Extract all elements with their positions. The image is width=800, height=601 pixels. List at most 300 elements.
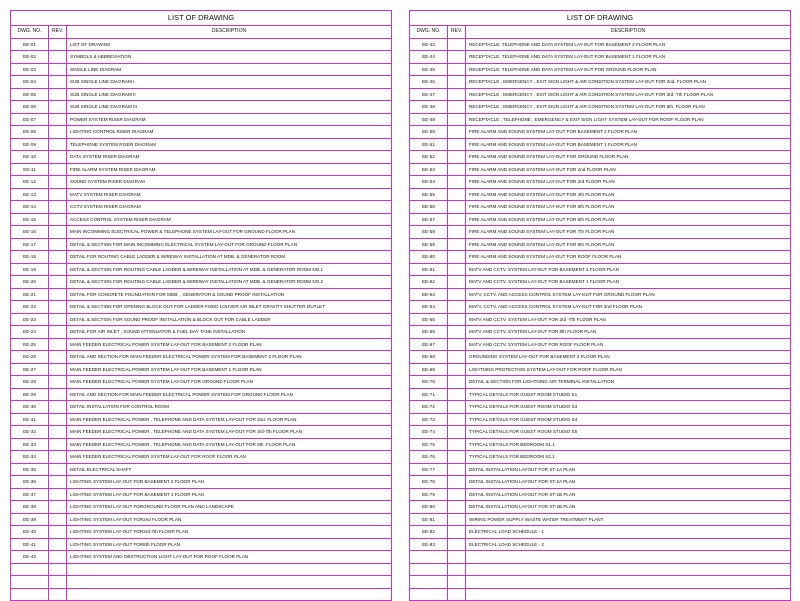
dwg-no-cell	[11, 563, 49, 576]
description-cell: DETAIL INSTALLATION LAYOUT FOR ST-2A PLAN	[466, 476, 791, 489]
description-cell: FIRE ALARM AND SOUND SYSTEM LAY-OUT FOR BASEMENT 2 FLOOR PLAN	[466, 126, 791, 139]
rev-cell	[49, 213, 67, 226]
rev-cell	[448, 401, 466, 414]
dwg-no-cell: EE-63	[410, 288, 448, 301]
rev-cell	[49, 88, 67, 101]
dwg-no-cell: EE-52	[410, 151, 448, 164]
rev-cell	[49, 401, 67, 414]
dwg-no-cell: EE-37	[11, 488, 49, 501]
rev-cell	[448, 526, 466, 539]
dwg-no-cell: EE-22	[11, 301, 49, 314]
table-row	[410, 163, 791, 176]
dwg-no-cell: EE-78	[410, 476, 448, 489]
description-cell: MATV AND CCTV. SYSTEM LAY-OUT FOR 3rd -7th FLOOR PLAN	[466, 313, 791, 326]
description-cell: SUB SINGLE LINE DIAGRAM III	[67, 101, 392, 114]
description-cell	[466, 551, 791, 564]
dwg-no-cell: EE-08	[11, 126, 49, 139]
rev-cell	[448, 576, 466, 589]
table-row	[410, 238, 791, 251]
rev-cell	[49, 226, 67, 239]
dwg-no-cell: EE-29	[11, 388, 49, 401]
description-cell: DETAIL & SECTION FOR MAIN INCOMMING ELECTRICAL SYSTEM LAY-OUT FOR GROUND FLOOR PLAN	[67, 238, 392, 251]
description-cell: SYMBOLS & ABBREVIATION	[67, 51, 392, 64]
rev-cell	[49, 376, 67, 389]
dwg-no-cell: EE-05	[11, 88, 49, 101]
rev-cell	[49, 126, 67, 139]
rev-cell	[49, 276, 67, 289]
description-cell: DETAIL ELECTRICAL SHAFT	[67, 463, 392, 476]
description-cell: SUB SINGLE LINE DIAGRAM I	[67, 76, 392, 89]
table-row	[11, 88, 392, 101]
dwg-no-cell: EE-02	[11, 51, 49, 64]
rev-cell	[49, 263, 67, 276]
description-cell	[67, 588, 392, 601]
table-row	[11, 451, 392, 464]
dwg-no-cell: EE-64	[410, 301, 448, 314]
rev-cell	[49, 63, 67, 76]
dwg-no-cell: EE-24	[11, 326, 49, 339]
rev-cell	[448, 188, 466, 201]
rev-cell	[49, 113, 67, 126]
dwg-no-cell	[410, 576, 448, 589]
description-cell: LIGHTING SYSTEM LAY-OUT FOR BASEMENT 1 FLOOR PLAN	[67, 488, 392, 501]
table-row	[410, 388, 791, 401]
description-cell	[67, 576, 392, 589]
description-cell: DETAIL & SECTION FOR OPENING BLOCK OUT FOR LADDER FIXED LOUVER AIR INLET GRAVITY SHUTTER OUTLET	[67, 301, 392, 314]
description-cell: LIGHTING SYSTEM LAY-OUT FOR3rd-7th FLOOR PLAN	[67, 526, 392, 539]
rev-cell	[49, 288, 67, 301]
table-row	[410, 151, 791, 164]
drawing-list-left	[10, 10, 392, 601]
dwg-no-cell	[11, 588, 49, 601]
description-cell: MAIN FEEDER ELECTRICAL POWER , TELEPHONE AND DATA SYSTEM LAY-OUT FOR 2nd. FLOOR PLAN	[67, 413, 392, 426]
dwg-no-cell: EE-07	[11, 113, 49, 126]
dwg-no-cell: EE-42	[11, 551, 49, 564]
rev-cell	[49, 426, 67, 439]
table-row	[410, 526, 791, 539]
header-dwg-no: DWG. NO.	[410, 26, 448, 39]
table-row	[410, 451, 791, 464]
dwg-no-cell: EE-13	[11, 188, 49, 201]
description-cell: DETAIL FOR AIR INLET , SOUND ATTENUATOR & FUEL DAY TANK INSTALLATION	[67, 326, 392, 339]
description-cell: MATV AND CCTV. SYSTEM LAY-OUT FOR BASEMENT 2 FLOOR PLAN	[466, 263, 791, 276]
dwg-no-cell: EE-53	[410, 163, 448, 176]
drawing-rows-left	[11, 38, 392, 601]
rev-cell	[448, 201, 466, 214]
rev-cell	[448, 88, 466, 101]
description-cell: MAIN FEEDER ELECTRICAL POWER SYSTEM LAY-OUT FOR BASEMENT 1 FLOOR PLAN	[67, 363, 392, 376]
table-row	[410, 188, 791, 201]
dwg-no-cell: EE-65	[410, 313, 448, 326]
description-cell	[466, 588, 791, 601]
table-row	[11, 101, 392, 114]
description-cell: DETAIL & SECTION FOR ROUTING CABLE LADDER & WIREWAY INSTALLATION AT MDB. & GENERATOR ROOM NO.2	[67, 276, 392, 289]
dwg-no-cell: EE-33	[11, 438, 49, 451]
rev-cell	[448, 476, 466, 489]
rev-cell	[448, 38, 466, 51]
description-cell: WIRING POWER SUPPLY WASTE WATER TREATMENT PLANT	[466, 513, 791, 526]
table-row	[410, 501, 791, 514]
table-row	[410, 101, 791, 114]
table-row	[410, 51, 791, 64]
description-cell: LIGHTNING PROTECTION SYSTEM LAY-OUT FOR ROOF FLOOR PLAN	[466, 363, 791, 376]
description-cell: LIST OF DRAWING	[67, 38, 392, 51]
dwg-no-cell: EE-70	[410, 376, 448, 389]
table-row	[410, 63, 791, 76]
description-cell: TELEPHONE SYSTEM RISER DIAGRAM	[67, 138, 392, 151]
rev-cell	[448, 51, 466, 64]
rev-cell	[49, 326, 67, 339]
dwg-no-cell: EE-16	[11, 226, 49, 239]
table-row	[11, 126, 392, 139]
list-title: LIST OF DRAWING	[11, 11, 392, 26]
dwg-no-cell	[410, 588, 448, 601]
rev-cell	[49, 201, 67, 214]
rev-cell	[448, 451, 466, 464]
description-cell: FIRE ALARM AND SOUND SYSTEM LAY-OUT FOR 2nd FLOOR PLAN	[466, 163, 791, 176]
table-row	[410, 376, 791, 389]
dwg-no-cell	[410, 551, 448, 564]
dwg-no-cell: EE-66	[410, 326, 448, 339]
table-row	[11, 138, 392, 151]
description-cell: RECEPTACLE , TELEPHONE , EMERGENCY & EXIT SIGN LIGHT SYSTEM LAY-OUT FOR ROOF FLOOR PLAN	[466, 113, 791, 126]
rev-cell	[49, 188, 67, 201]
dwg-no-cell: EE-74	[410, 426, 448, 439]
rev-cell	[49, 38, 67, 51]
rev-cell	[49, 476, 67, 489]
table-row	[11, 388, 392, 401]
rev-cell	[49, 101, 67, 114]
description-cell: POWER SYSTEM RISER DIAGRAM	[67, 113, 392, 126]
header-dwg-no: DWG. NO.	[11, 26, 49, 39]
table-row	[11, 401, 392, 414]
dwg-no-cell: EE-75	[410, 438, 448, 451]
table-row	[410, 588, 791, 601]
description-cell: FIRE ALARM AND SOUND SYSTEM LAY-OUT FOR 7th FLOOR PLAN	[466, 226, 791, 239]
rev-cell	[49, 163, 67, 176]
dwg-no-cell: EE-68	[410, 351, 448, 364]
description-cell: MAIN FEEDER ELECTRICAL POWER , TELEPHONE AND DATA SYSTEM LAY-OUT FOR 8th. FLOOR PLAN	[67, 438, 392, 451]
description-cell: MAIN INCOMMING ELECTRICAL POWER & TELEPHONE SYSTEM LAY-OUT FOR GROUND FLOOR PLAN	[67, 226, 392, 239]
description-cell: RECEPTACLE, TELEPHONE AND DATA SYSTEM LAY-OUT FOR BASEMENT 2 FLOOR PLAN	[466, 38, 791, 51]
dwg-no-cell: EE-83	[410, 538, 448, 551]
table-row	[11, 38, 392, 51]
description-cell: TYPICAL DETAILS FOR GUEST ROOM STUDIO S5	[466, 426, 791, 439]
description-cell: DETAIL & SECTION FOR SOUND PROOF INSTALLATION & BLOCK OUT FOR CABLE LADDER	[67, 313, 392, 326]
dwg-no-cell: EE-10	[11, 151, 49, 164]
table-row	[11, 576, 392, 589]
table-row	[410, 326, 791, 339]
table-row	[410, 363, 791, 376]
rev-cell	[448, 176, 466, 189]
rev-cell	[448, 538, 466, 551]
description-cell: FIRE ALARM SYSTEM RISER DIAGRAM	[67, 163, 392, 176]
dwg-no-cell	[410, 563, 448, 576]
rev-cell	[448, 301, 466, 314]
rev-cell	[448, 76, 466, 89]
table-row	[410, 276, 791, 289]
dwg-no-cell: EE-50	[410, 126, 448, 139]
rev-cell	[49, 51, 67, 64]
description-cell: DETAIL AND SECTION FOR MAIN FEEDER ELECTRICAL POWER SYSTEM FOR BASEMENT 2 FLOOR PLAN	[67, 351, 392, 364]
rev-cell	[448, 63, 466, 76]
table-row	[11, 476, 392, 489]
dwg-no-cell: EE-43	[410, 38, 448, 51]
dwg-no-cell: EE-80	[410, 501, 448, 514]
description-cell: FIRE ALARM AND SOUND SYSTEM LAY-OUT FOR BASEMENT 1 FLOOR PLAN	[466, 138, 791, 151]
table-row	[11, 238, 392, 251]
dwg-no-cell: EE-67	[410, 338, 448, 351]
rev-cell	[448, 238, 466, 251]
dwg-no-cell: EE-79	[410, 488, 448, 501]
description-cell: DETAIL INSTALLATION LAYOUT FOR ST-1B PLAN	[466, 488, 791, 501]
dwg-no-cell: EE-61	[410, 263, 448, 276]
table-row	[410, 226, 791, 239]
dwg-no-cell: EE-28	[11, 376, 49, 389]
description-cell: DETAIL & SECTION FOR LIGHTNING AIR TERMINAL INSTALLATION	[466, 376, 791, 389]
description-cell: LIGHTING SYSTEM LAY-OUT FOR2nd FLOOR PLAN	[67, 513, 392, 526]
header-description: DESCRIPTION	[67, 26, 392, 39]
drawing-table-right	[409, 10, 791, 601]
dwg-no-cell: EE-69	[410, 363, 448, 376]
table-row	[410, 413, 791, 426]
dwg-no-cell: EE-17	[11, 238, 49, 251]
table-row	[410, 476, 791, 489]
dwg-no-cell: EE-14	[11, 201, 49, 214]
dwg-no-cell: EE-21	[11, 288, 49, 301]
dwg-no-cell: EE-55	[410, 188, 448, 201]
rev-cell	[448, 276, 466, 289]
rev-cell	[448, 426, 466, 439]
table-row	[11, 313, 392, 326]
description-cell: DETAIL FOR CONCRETE FOUNDATION FOR MDB. , GENERATOR & SOUND PROOF INSTALLATION	[67, 288, 392, 301]
rev-cell	[448, 226, 466, 239]
description-cell: FIRE ALARM AND SOUND SYSTEM LAY-OUT FOR ROOF FLOOR PLAN	[466, 251, 791, 264]
table-row	[11, 113, 392, 126]
dwg-no-cell: EE-04	[11, 76, 49, 89]
dwg-no-cell: EE-26	[11, 351, 49, 364]
rev-cell	[448, 326, 466, 339]
table-row	[410, 113, 791, 126]
dwg-no-cell: EE-73	[410, 413, 448, 426]
dwg-no-cell: EE-36	[11, 476, 49, 489]
list-title: LIST OF DRAWING	[410, 11, 791, 26]
description-cell: LIGHTING SYSTEM LAY-OUT FORGROUND FLOOR PLAN AND LANDSCAPE	[67, 501, 392, 514]
description-cell	[67, 563, 392, 576]
table-row	[11, 413, 392, 426]
description-cell: ELECTRICAL LOAD SCHEDULE - 2	[466, 538, 791, 551]
dwg-no-cell: EE-01	[11, 38, 49, 51]
table-row	[11, 563, 392, 576]
description-cell: RECEPTACLE, TELEPHONE AND DATA SYSTEM LAY-OUT FOR GROUND FLOOR PLAN	[466, 63, 791, 76]
rev-cell	[448, 488, 466, 501]
dwg-no-cell: EE-25	[11, 338, 49, 351]
dwg-no-cell: EE-45	[410, 63, 448, 76]
description-cell: TYPICAL DETAILS FOR GUEST ROOM STUDIO S1	[466, 388, 791, 401]
dwg-no-cell: EE-57	[410, 213, 448, 226]
dwg-no-cell: EE-23	[11, 313, 49, 326]
rev-cell	[49, 526, 67, 539]
rev-cell	[448, 313, 466, 326]
table-row	[11, 551, 392, 564]
table-row	[410, 426, 791, 439]
rev-cell	[49, 576, 67, 589]
rev-cell	[49, 301, 67, 314]
dwg-no-cell: EE-54	[410, 176, 448, 189]
dwg-no-cell: EE-09	[11, 138, 49, 151]
description-cell: TYPICAL DETAILS FOR BEDROOM S2.1	[466, 451, 791, 464]
table-row	[410, 313, 791, 326]
rev-cell	[448, 163, 466, 176]
description-cell: LIGHTING SYSTEM LAY-OUT FOR BASEMENT 2 FLOOR PLAN	[67, 476, 392, 489]
rev-cell	[448, 338, 466, 351]
table-row	[11, 51, 392, 64]
dwg-no-cell: EE-39	[11, 513, 49, 526]
table-row	[410, 251, 791, 264]
table-row	[410, 488, 791, 501]
description-cell: ELECTRICAL LOAD SCHEDULE - 1	[466, 526, 791, 539]
description-cell: FIRE ALARM AND SOUND SYSTEM LAY-OUT FOR 8th FLOOR PLAN	[466, 238, 791, 251]
header-rev: REV.	[49, 26, 67, 39]
description-cell: FIRE ALARM AND SOUND SYSTEM LAY-OUT FOR GROUND FLOOR PLAN	[466, 151, 791, 164]
dwg-no-cell: EE-32	[11, 426, 49, 439]
description-cell: LIGHTING SYSTEM LAY-OUT FOR8th FLOOR PLAN	[67, 538, 392, 551]
dwg-no-cell: EE-12	[11, 176, 49, 189]
description-cell: DETAIL INSTALLATION LAYOUT FOR ST-1A PLAN	[466, 463, 791, 476]
table-row	[11, 263, 392, 276]
dwg-no-cell: EE-62	[410, 276, 448, 289]
rev-cell	[49, 338, 67, 351]
dwg-no-cell: EE-38	[11, 501, 49, 514]
rev-cell	[49, 513, 67, 526]
description-cell: TYPICAL DETAILS FOR GUEST ROOM STUDIO S3	[466, 401, 791, 414]
rev-cell	[49, 538, 67, 551]
header-rev: REV.	[448, 26, 466, 39]
rev-cell	[448, 551, 466, 564]
table-row	[410, 351, 791, 364]
dwg-no-cell: EE-76	[410, 451, 448, 464]
table-row	[11, 463, 392, 476]
rev-cell	[49, 313, 67, 326]
table-row	[11, 251, 392, 264]
dwg-no-cell: EE-72	[410, 401, 448, 414]
description-cell: DETAIL INSTALLATION FOR CONTROL ROOM	[67, 401, 392, 414]
table-row	[11, 288, 392, 301]
description-cell: TYPICAL DETAILS FOR BEDROOM S1.1	[466, 438, 791, 451]
rev-cell	[49, 363, 67, 376]
dwg-no-cell: EE-35	[11, 463, 49, 476]
description-cell: MAIN FEEDER ELECTRICAL POWER , TELEPHONE AND DATA SYSTEM LAY-OUT FOR 3rd-7th FLOOR PLAN	[67, 426, 392, 439]
table-row	[11, 363, 392, 376]
table-row	[11, 301, 392, 314]
description-cell: FIRE ALARM AND SOUND SYSTEM LAY-OUT FOR 3rd FLOOR PLAN	[466, 176, 791, 189]
description-cell: LIGHTING CONTROL RISER DIAGRAM	[67, 126, 392, 139]
table-row	[11, 538, 392, 551]
description-cell: MAIN FEEDER ELECTRICAL POWER SYSTEM LAY-OUT FOR ROOF FLOOR PLAN	[67, 451, 392, 464]
description-cell: MATV AND CCTV. SYSTEM LAY-OUT FOR BASEMENT 1 FLOOR PLAN	[466, 276, 791, 289]
table-row	[410, 201, 791, 214]
dwg-no-cell: EE-81	[410, 513, 448, 526]
rev-cell	[49, 488, 67, 501]
rev-cell	[448, 438, 466, 451]
table-row	[410, 38, 791, 51]
description-cell: RECEPTACLE , EMERGENCY , EXIT SIGN LIGHT & AIR CONDITION SYSTEM LAY-OUT FOR 8th. FLOOR PLAN	[466, 101, 791, 114]
description-cell: CCTV SYSTEM RISER DIAGRAM	[67, 201, 392, 214]
table-row	[11, 151, 392, 164]
table-row	[11, 226, 392, 239]
description-cell: GROUNDING SYSTEM LAY-OUT FOR BASEMENT 2 FLOOR PLAN	[466, 351, 791, 364]
table-row	[410, 551, 791, 564]
rev-cell	[448, 101, 466, 114]
table-row	[11, 188, 392, 201]
dwg-no-cell: EE-58	[410, 226, 448, 239]
dwg-no-cell: EE-03	[11, 63, 49, 76]
table-row	[11, 338, 392, 351]
description-cell: DETAIL AND SECTION FOR MAIN FEEDER ELECTRICAL POWER SYSTEM FOR GROUND FLOOR PLAN	[67, 388, 392, 401]
rev-cell	[448, 463, 466, 476]
rev-cell	[49, 413, 67, 426]
dwg-no-cell: EE-06	[11, 101, 49, 114]
table-row	[410, 513, 791, 526]
description-cell: SOUND SYSTEM RISER DIAGRAM	[67, 176, 392, 189]
description-cell: MATV, CCTV. AND ACCESS CONTROL SYSTEM LAY-OUT FOR 2nd FLOOR PLAN	[466, 301, 791, 314]
rev-cell	[49, 438, 67, 451]
table-row	[410, 213, 791, 226]
dwg-no-cell: EE-27	[11, 363, 49, 376]
dwg-no-cell: EE-56	[410, 201, 448, 214]
rev-cell	[448, 501, 466, 514]
description-cell: DATA SYSTEM RISER DIAGRAM	[67, 151, 392, 164]
dwg-no-cell: EE-31	[11, 413, 49, 426]
dwg-no-cell: EE-30	[11, 401, 49, 414]
dwg-no-cell: EE-40	[11, 526, 49, 539]
table-row	[410, 126, 791, 139]
table-row	[11, 513, 392, 526]
description-cell	[466, 576, 791, 589]
description-cell: DETAIL & SECTION FOR ROUTING CABLE LADDER & WIREWAY INSTALLATION AT MDB. & GENERATOR ROOM NO.1	[67, 263, 392, 276]
table-row	[410, 301, 791, 314]
description-cell: SINGLE LINE DIAGRAM	[67, 63, 392, 76]
table-row	[11, 213, 392, 226]
description-cell: FIRE ALARM AND SOUND SYSTEM LAY-OUT FOR 5th FLOOR PLAN	[466, 201, 791, 214]
rev-cell	[448, 413, 466, 426]
table-row	[11, 526, 392, 539]
description-cell: RECEPTACLE , EMERGENCY , EXIT SIGN LIGHT & AIR CONDITION SYSTEM LAY-OUT FOR 3rd.-7th FLOOR PLAN	[466, 88, 791, 101]
rev-cell	[49, 151, 67, 164]
description-cell: RECEPTACLE , EMERGENCY , EXIT SIGN LIGHT & AIR CONDITION SYSTEM LAY-OUT FOR 2nd. FLOOR PLAN	[466, 76, 791, 89]
dwg-no-cell: EE-11	[11, 163, 49, 176]
rev-cell	[49, 463, 67, 476]
dwg-no-cell: EE-48	[410, 101, 448, 114]
description-cell: TYPICAL DETAILS FOR GUEST ROOM STUDIO S4	[466, 413, 791, 426]
table-row	[11, 276, 392, 289]
table-row	[410, 176, 791, 189]
rev-cell	[49, 176, 67, 189]
description-cell: MATV SYSTEM RISER DIAGRAM	[67, 188, 392, 201]
rev-cell	[448, 113, 466, 126]
dwg-no-cell: EE-19	[11, 263, 49, 276]
table-row	[410, 338, 791, 351]
rev-cell	[448, 363, 466, 376]
table-row	[410, 576, 791, 589]
dwg-no-cell: EE-82	[410, 526, 448, 539]
dwg-no-cell: EE-15	[11, 213, 49, 226]
rev-cell	[49, 351, 67, 364]
table-row	[410, 288, 791, 301]
table-row	[11, 501, 392, 514]
dwg-no-cell: EE-47	[410, 88, 448, 101]
table-row	[410, 76, 791, 89]
